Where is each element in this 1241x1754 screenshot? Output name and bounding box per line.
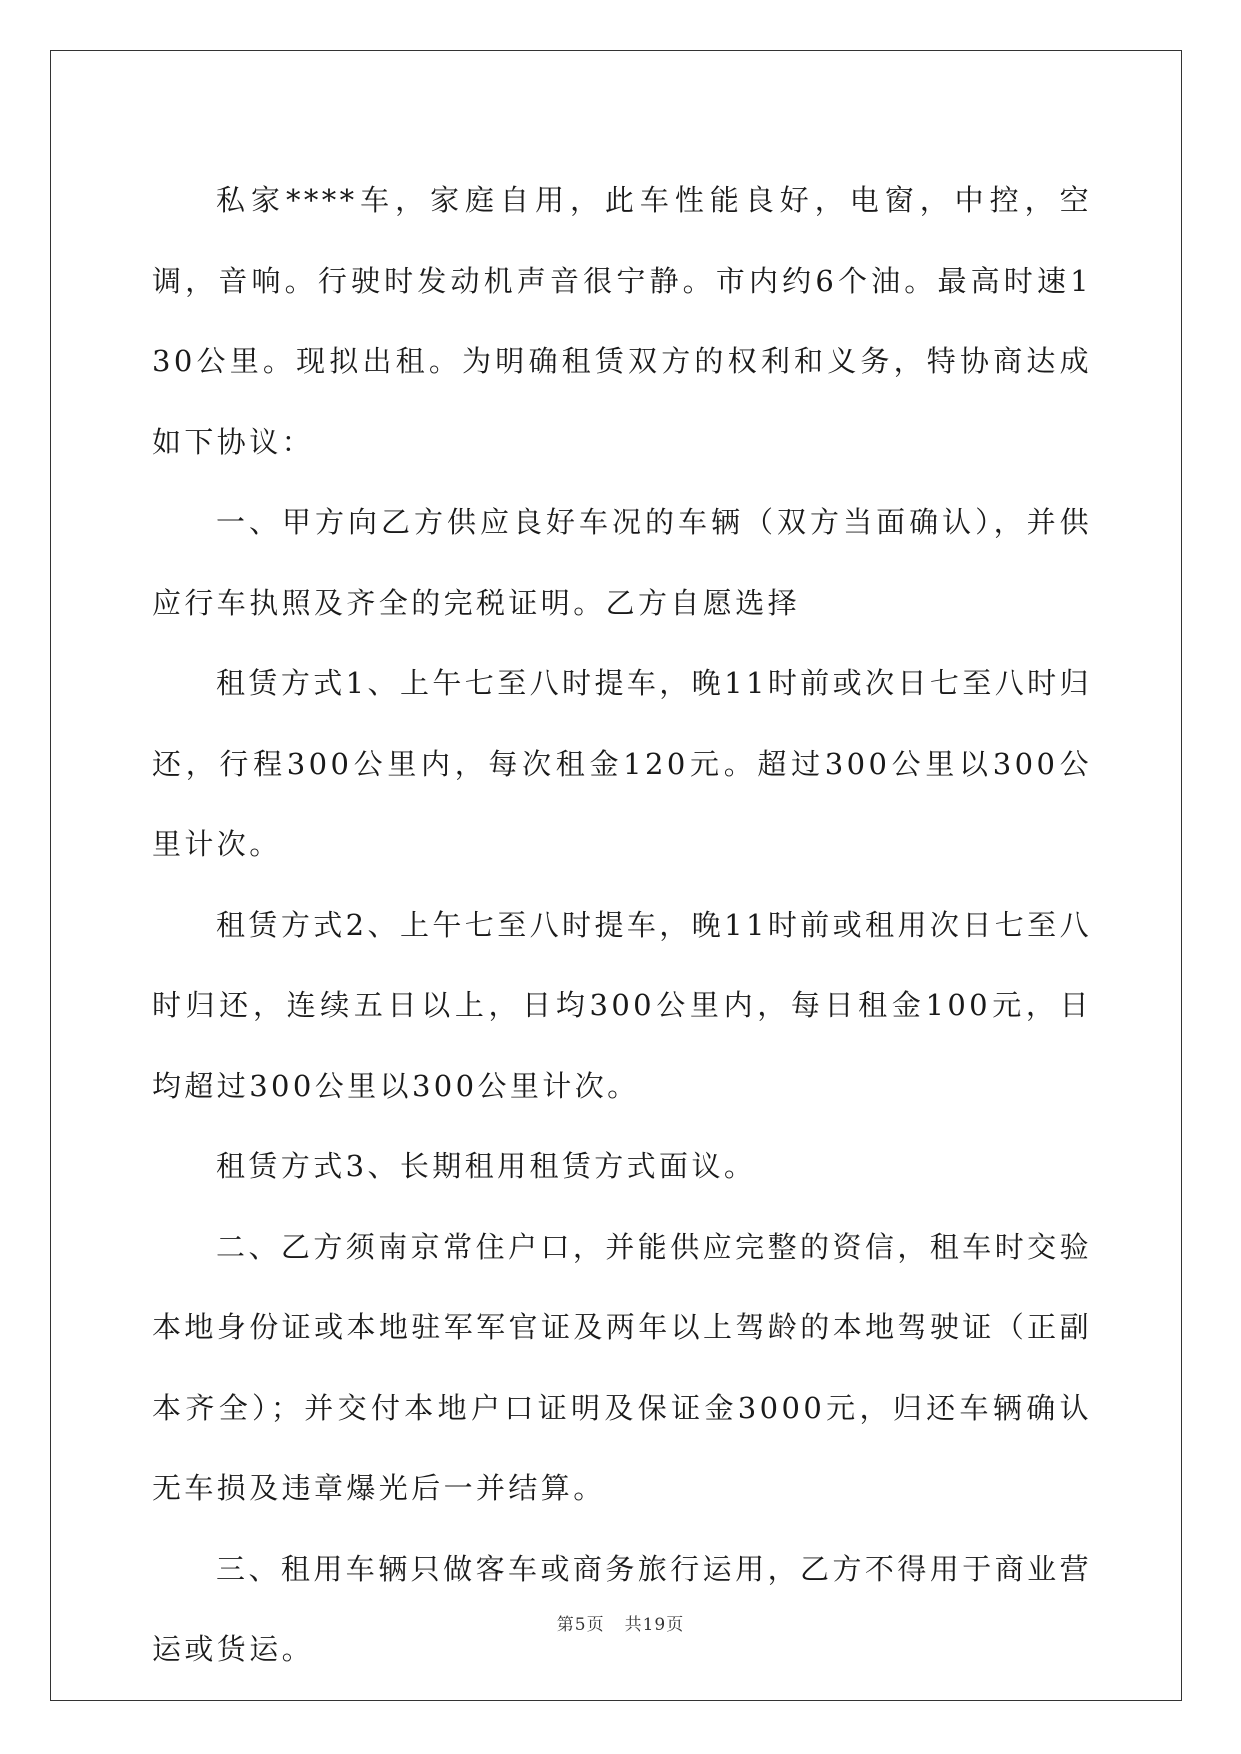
document-body <box>152 160 1092 1690</box>
page-total: 共19页 <box>624 1615 685 1635</box>
paragraph-clause-1: 一、甲方向乙方供应良好车况的车辆（双方当面确认），并供应行车执照及齐全的完税证明。乙方自愿选择 <box>152 505 1092 620</box>
paragraph-clause-3: 三、租用车辆只做客车或商务旅行运用，乙方不得用于商业营运或货运。 <box>152 1551 1092 1666</box>
paragraph-rental-mode-1: 租赁方式1、上午七至八时提车，晚11时前或次日七至八时归还，行程300公里内，每次租金120元。超过300公里以300公里计次。 <box>152 666 1092 861</box>
page-footer <box>0 1610 1241 1635</box>
paragraph-rental-mode-3: 租赁方式3、长期租用租赁方式面议。 <box>216 1149 757 1183</box>
paragraph-intro: 私家****车，家庭自用，此车性能良好，电窗，中控，空调，音响。行驶时发动机声音很宁静。市内约6个油。最高时速130公里。现拟出租。为明确租赁双方的权利和义务，特协商达成如下协议： <box>152 183 1092 459</box>
page-number: 第5页 <box>556 1615 605 1635</box>
paragraph-clause-2: 二、乙方须南京常住户口，并能供应完整的资信，租车时交验本地身份证或本地驻军军官证及两年以上驾龄的本地驾驶证（正副本齐全）；并交付本地户口证明及保证金3000元，归还车辆确认无车损及违章爆光后一并结算。 <box>152 1229 1092 1505</box>
paragraph-rental-mode-2: 租赁方式2、上午七至八时提车，晚11时前或租用次日七至八时归还，连续五日以上，日均300公里内，每日租金100元，日均超过300公里以300公里计次。 <box>152 907 1092 1103</box>
